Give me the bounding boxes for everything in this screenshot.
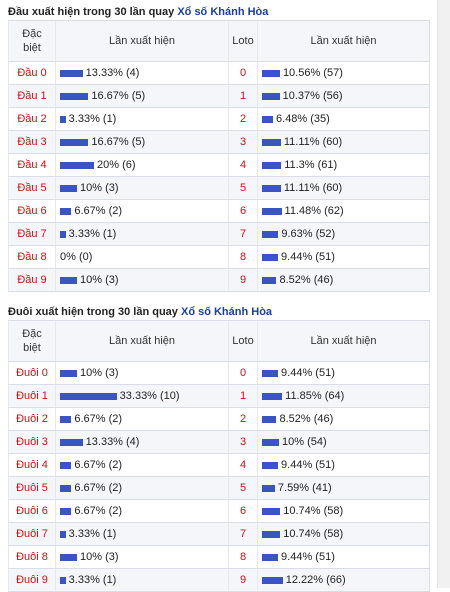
col-header-special: [9, 21, 56, 62]
head-loto-appearance-bar: [262, 93, 280, 100]
head-loto-digit: 2: [229, 108, 258, 131]
tail-row-label: Đuôi 4: [9, 454, 56, 477]
head-loto-appearance-bar: [262, 162, 281, 169]
col-header-appearance-loto: Lần xuất hiện: [258, 321, 430, 362]
tail-loto-appearance-bar: [262, 462, 278, 469]
head-appearance-bar: [60, 208, 71, 215]
head-row: [9, 62, 430, 85]
head-row: [9, 269, 430, 292]
tail-appearance-bar: [60, 485, 71, 492]
tail-row: [9, 523, 430, 546]
head-row: [9, 108, 430, 131]
head-loto-appearance-cell: [258, 85, 430, 108]
tail-appearance-cell: [56, 362, 229, 385]
tail-loto-appearance-bar: [262, 485, 275, 492]
head-row-label: Đầu 9: [9, 269, 56, 292]
head-appearance-bar: [60, 162, 94, 169]
tail-loto-appearance-value: 7.59% (41): [277, 482, 332, 495]
head-section: [8, 0, 430, 292]
head-row: [9, 85, 430, 108]
head-loto-appearance-value: 9.63% (52): [281, 228, 336, 241]
head-loto-appearance-value: 9.44% (51): [281, 251, 335, 264]
head-loto-appearance-cell: [258, 269, 430, 292]
tail-loto-appearance-cell: [258, 500, 430, 523]
col-header-loto: Loto: [229, 321, 258, 362]
col-header-loto: Loto: [229, 21, 258, 62]
head-loto-appearance-value: 10.37% (56): [282, 90, 343, 103]
tail-row-label: Đuôi 0: [9, 362, 56, 385]
tail-loto-appearance-bar: [262, 393, 282, 400]
head-appearance-value: 20% (6): [97, 159, 136, 172]
head-loto-appearance-bar: [262, 254, 278, 261]
tail-loto-appearance-value: 9.44% (51): [281, 551, 335, 564]
head-loto-appearance-cell: [258, 246, 430, 269]
head-row-label: Đầu 3: [9, 131, 56, 154]
tail-appearance-bar: [60, 531, 66, 538]
tail-appearance-value: 6.67% (2): [74, 459, 123, 472]
head-loto-appearance-cell: [258, 62, 430, 85]
tail-row-label: Đuôi 9: [9, 569, 56, 592]
tail-loto-appearance-cell: [258, 431, 430, 454]
head-loto-appearance-bar: [262, 208, 282, 215]
head-loto-digit: 1: [229, 85, 258, 108]
head-appearance-cell: [56, 246, 229, 269]
head-appearance-bar: [60, 185, 77, 192]
tail-title-prefix: Đuôi xuất hiện trong 30 lần quay: [8, 306, 178, 318]
tail-row-label: Đuôi 8: [9, 546, 56, 569]
col-header-appearance-loto: Lần xuất hiện: [258, 21, 430, 62]
head-loto-appearance-value: 8.52% (46): [279, 274, 334, 287]
head-loto-appearance-value: 11.3% (61): [284, 159, 338, 172]
head-loto-digit: 5: [229, 177, 258, 200]
tail-loto-appearance-cell: [258, 477, 430, 500]
tail-appearance-cell: [56, 523, 229, 546]
tail-loto-digit: 1: [229, 385, 258, 408]
tail-row-label: Đuôi 5: [9, 477, 56, 500]
tail-appearance-bar: [60, 439, 83, 446]
head-appearance-value: 13.33% (4): [85, 67, 140, 80]
tail-row-label: Đuôi 6: [9, 500, 56, 523]
col-header-special-line2: biệt: [23, 342, 41, 354]
head-loto-appearance-cell: [258, 223, 430, 246]
tail-loto-digit: 2: [229, 408, 258, 431]
tail-appearance-cell: [56, 500, 229, 523]
head-appearance-value: 6.67% (2): [74, 205, 123, 218]
head-appearance-cell: [56, 269, 229, 292]
tail-appearance-cell: [56, 569, 229, 592]
head-loto-appearance-cell: [258, 131, 430, 154]
head-loto-appearance-bar: [262, 185, 281, 192]
tail-section-title: [8, 300, 430, 320]
head-loto-digit: 8: [229, 246, 258, 269]
tail-loto-appearance-value: 9.44% (51): [281, 459, 335, 472]
head-section-title: [8, 0, 430, 20]
head-row: [9, 177, 430, 200]
head-loto-digit: 0: [229, 62, 258, 85]
head-appearance-cell: [56, 200, 229, 223]
tail-appearance-value: 13.33% (4): [85, 436, 140, 449]
tail-appearance-value: 6.67% (2): [74, 482, 123, 495]
head-loto-appearance-bar: [262, 277, 276, 284]
tail-loto-appearance-bar: [262, 370, 278, 377]
tail-row-label: Đuôi 2: [9, 408, 56, 431]
tail-loto-digit: 9: [229, 569, 258, 592]
head-loto-digit: 6: [229, 200, 258, 223]
col-header-special-line1: Đặc: [22, 28, 42, 40]
scrollbar-track[interactable]: [437, 0, 450, 588]
head-appearance-value: 3.33% (1): [68, 228, 117, 241]
head-loto-appearance-cell: [258, 200, 430, 223]
tail-row-label: Đuôi 3: [9, 431, 56, 454]
head-appearance-bar: [60, 139, 88, 146]
tail-row: [9, 385, 430, 408]
head-loto-digit: 3: [229, 131, 258, 154]
col-header-special-line1: Đặc: [22, 328, 42, 340]
tail-appearance-bar: [60, 577, 66, 584]
head-appearance-value: 3.33% (1): [68, 113, 117, 126]
tail-row-label: Đuôi 1: [9, 385, 56, 408]
tail-appearance-value: 3.33% (1): [68, 574, 117, 587]
tail-loto-appearance-value: 10% (54): [282, 436, 327, 449]
col-header-special: [9, 321, 56, 362]
tail-appearance-cell: [56, 385, 229, 408]
head-appearance-value: 16.67% (5): [91, 136, 146, 149]
tail-loto-appearance-bar: [262, 508, 280, 515]
head-row: [9, 246, 430, 269]
tail-loto-digit: 3: [229, 431, 258, 454]
head-row: [9, 131, 430, 154]
tail-loto-digit: 6: [229, 500, 258, 523]
head-appearance-bar: [60, 277, 77, 284]
head-appearance-value: 0% (0): [60, 251, 93, 264]
tail-appearance-cell: [56, 431, 229, 454]
head-row: [9, 154, 430, 177]
tail-row: [9, 569, 430, 592]
head-appearance-bar: [60, 116, 66, 123]
tail-loto-appearance-bar: [262, 554, 278, 561]
head-loto-appearance-value: 11.11% (60): [283, 182, 343, 195]
tail-loto-digit: 5: [229, 477, 258, 500]
tail-appearance-value: 3.33% (1): [68, 528, 117, 541]
tail-row: [9, 477, 430, 500]
head-row-label: Đầu 4: [9, 154, 56, 177]
head-row: [9, 223, 430, 246]
head-loto-appearance-bar: [262, 116, 273, 123]
tail-appearance-bar: [60, 416, 71, 423]
tail-row-label: Đuôi 7: [9, 523, 56, 546]
tail-loto-digit: 0: [229, 362, 258, 385]
head-appearance-bar: [60, 70, 83, 77]
tail-row: [9, 500, 430, 523]
tail-appearance-value: 10% (3): [80, 367, 119, 380]
tail-loto-appearance-value: 9.44% (51): [281, 367, 335, 380]
head-loto-digit: 7: [229, 223, 258, 246]
head-table-body: [9, 62, 430, 292]
tail-loto-appearance-cell: [258, 523, 430, 546]
tail-loto-appearance-bar: [262, 439, 279, 446]
tail-row: [9, 431, 430, 454]
stats-container: [8, 0, 430, 592]
col-header-appearance: Lần xuất hiện: [56, 21, 229, 62]
head-appearance-cell: [56, 62, 229, 85]
head-row-label: Đầu 5: [9, 177, 56, 200]
tail-table-body: [9, 362, 430, 592]
head-row-label: Đầu 6: [9, 200, 56, 223]
head-loto-appearance-value: 10.56% (57): [282, 67, 343, 80]
head-row-label: Đầu 2: [9, 108, 56, 131]
tail-row: [9, 408, 430, 431]
tail-appearance-bar: [60, 554, 77, 561]
col-header-special-line2: biệt: [23, 42, 41, 54]
tail-loto-appearance-value: 10.74% (58): [283, 528, 344, 541]
head-loto-digit: 4: [229, 154, 258, 177]
tail-appearance-value: 6.67% (2): [74, 413, 123, 426]
tail-loto-digit: 4: [229, 454, 258, 477]
head-title-province-link[interactable]: Xổ số Khánh Hòa: [177, 6, 269, 18]
tail-appearance-cell: [56, 454, 229, 477]
head-row-label: Đầu 0: [9, 62, 56, 85]
tail-loto-appearance-bar: [262, 577, 283, 584]
tail-appearance-bar: [60, 370, 77, 377]
head-row-label: Đầu 8: [9, 246, 56, 269]
tail-loto-appearance-cell: [258, 569, 430, 592]
tail-loto-appearance-value: 8.52% (46): [279, 413, 334, 426]
head-loto-appearance-value: 11.11% (60): [283, 136, 343, 149]
head-loto-appearance-bar: [262, 70, 280, 77]
tail-appearance-value: 10% (3): [80, 551, 119, 564]
head-appearance-bar: [60, 231, 66, 238]
tail-loto-appearance-value: 12.22% (66): [285, 574, 346, 587]
tail-appearance-bar: [60, 462, 71, 469]
head-appearance-cell: [56, 177, 229, 200]
tail-appearance-bar: [60, 508, 71, 515]
tail-loto-appearance-cell: [258, 408, 430, 431]
head-loto-digit: 9: [229, 269, 258, 292]
tail-appearance-value: 6.67% (2): [74, 505, 123, 518]
head-loto-appearance-cell: [258, 154, 430, 177]
head-appearance-value: 10% (3): [80, 274, 119, 287]
head-appearance-bar: [60, 93, 88, 100]
tail-loto-digit: 7: [229, 523, 258, 546]
head-appearance-cell: [56, 131, 229, 154]
tail-loto-appearance-cell: [258, 454, 430, 477]
tail-loto-digit: 8: [229, 546, 258, 569]
tail-row: [9, 362, 430, 385]
tail-loto-appearance-cell: [258, 546, 430, 569]
tail-loto-appearance-bar: [262, 531, 280, 538]
head-appearance-cell: [56, 108, 229, 131]
head-row-label: Đầu 1: [9, 85, 56, 108]
tail-stats-table: [8, 320, 430, 592]
tail-section: [8, 300, 430, 592]
col-header-appearance: Lần xuất hiện: [56, 321, 229, 362]
tail-loto-appearance-cell: [258, 362, 430, 385]
tail-loto-appearance-bar: [262, 416, 276, 423]
head-loto-appearance-bar: [262, 139, 281, 146]
tail-row: [9, 454, 430, 477]
tail-loto-appearance-value: 10.74% (58): [283, 505, 344, 518]
head-appearance-cell: [56, 154, 229, 177]
head-loto-appearance-value: 11.48% (62): [284, 205, 344, 218]
head-appearance-cell: [56, 223, 229, 246]
head-appearance-value: 16.67% (5): [91, 90, 146, 103]
head-loto-appearance-cell: [258, 177, 430, 200]
tail-loto-appearance-cell: [258, 385, 430, 408]
tail-appearance-cell: [56, 477, 229, 500]
tail-title-province-link[interactable]: Xổ số Khánh Hòa: [180, 306, 273, 318]
head-row: [9, 200, 430, 223]
tail-appearance-cell: [56, 408, 229, 431]
head-title-prefix: Đầu xuất hiện trong 30 lần quay: [8, 6, 175, 18]
head-appearance-value: 10% (3): [80, 182, 119, 195]
head-loto-appearance-value: 6.48% (35): [276, 113, 330, 126]
tail-appearance-cell: [56, 546, 229, 569]
tail-loto-appearance-value: 11.85% (64): [285, 390, 345, 403]
tail-appearance-bar: [60, 393, 117, 400]
head-row-label: Đầu 7: [9, 223, 56, 246]
head-loto-appearance-cell: [258, 108, 430, 131]
head-loto-appearance-bar: [262, 231, 278, 238]
head-appearance-cell: [56, 85, 229, 108]
tail-appearance-value: 33.33% (10): [119, 390, 180, 403]
tail-row: [9, 546, 430, 569]
head-stats-table: [8, 20, 430, 292]
